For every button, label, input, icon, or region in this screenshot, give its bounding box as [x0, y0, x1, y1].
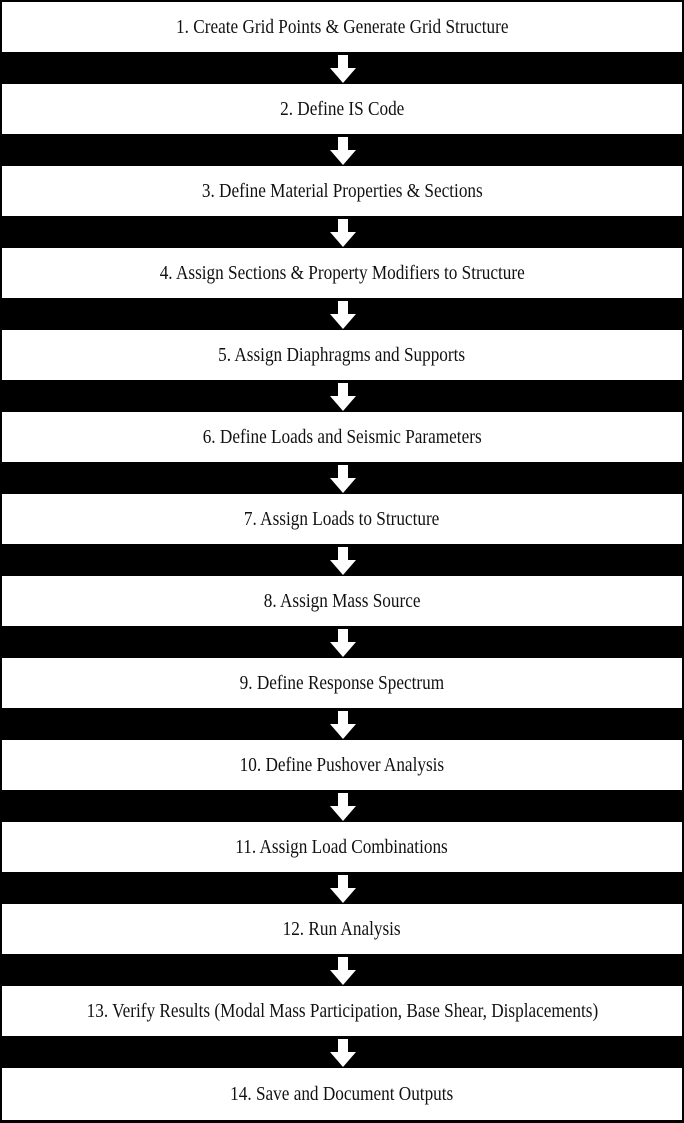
- down-arrow-icon: [330, 55, 356, 83]
- down-arrow-icon: [330, 957, 356, 985]
- step-label-1: 1. Create Grid Points & Generate Grid Structure: [175, 15, 509, 38]
- step-box-1: [2, 2, 682, 52]
- down-arrow-icon: [330, 629, 356, 657]
- step-box-4: [2, 248, 682, 298]
- step-box-3: [2, 166, 682, 216]
- step-label-12: 12. Run Analysis: [282, 917, 402, 940]
- step-label-10: 10. Define Pushover Analysis: [239, 753, 445, 776]
- step-box-8: [2, 576, 682, 626]
- down-arrow-icon: [330, 793, 356, 821]
- step-box-9: [2, 658, 682, 708]
- step-box-10: [2, 740, 682, 790]
- step-box-12: [2, 904, 682, 954]
- step-label-11: 11. Assign Load Combinations: [235, 835, 449, 858]
- down-arrow-icon: [330, 547, 356, 575]
- step-label-6: 6. Define Loads and Seismic Parameters: [202, 425, 482, 448]
- step-box-5: [2, 330, 682, 380]
- down-arrow-icon: [330, 383, 356, 411]
- step-box-13: [2, 986, 682, 1036]
- step-box-6: [2, 412, 682, 462]
- down-arrow-icon: [330, 711, 356, 739]
- step-label-14: 14. Save and Document Outputs: [230, 1082, 454, 1105]
- step-label-2: 2. Define IS Code: [279, 97, 405, 120]
- step-label-13: 13. Verify Results (Modal Mass Participation, Base Shear, Displacements): [86, 999, 598, 1022]
- down-arrow-icon: [330, 875, 356, 903]
- down-arrow-icon: [330, 137, 356, 165]
- step-box-2: [2, 84, 682, 134]
- down-arrow-icon: [330, 301, 356, 329]
- step-box-7: [2, 494, 682, 544]
- step-label-8: 8. Assign Mass Source: [263, 589, 421, 612]
- step-label-3: 3. Define Material Properties & Sections: [201, 179, 483, 202]
- step-box-11: [2, 822, 682, 872]
- step-label-4: 4. Assign Sections & Property Modifiers to Structure: [159, 261, 525, 284]
- down-arrow-icon: [330, 1039, 356, 1067]
- step-box-14: [2, 1068, 682, 1120]
- down-arrow-icon: [330, 465, 356, 493]
- step-label-5: 5. Assign Diaphragms and Supports: [218, 343, 466, 366]
- down-arrow-icon: [330, 219, 356, 247]
- step-label-7: 7. Assign Loads to Structure: [244, 507, 440, 530]
- step-label-9: 9. Define Response Spectrum: [239, 671, 445, 694]
